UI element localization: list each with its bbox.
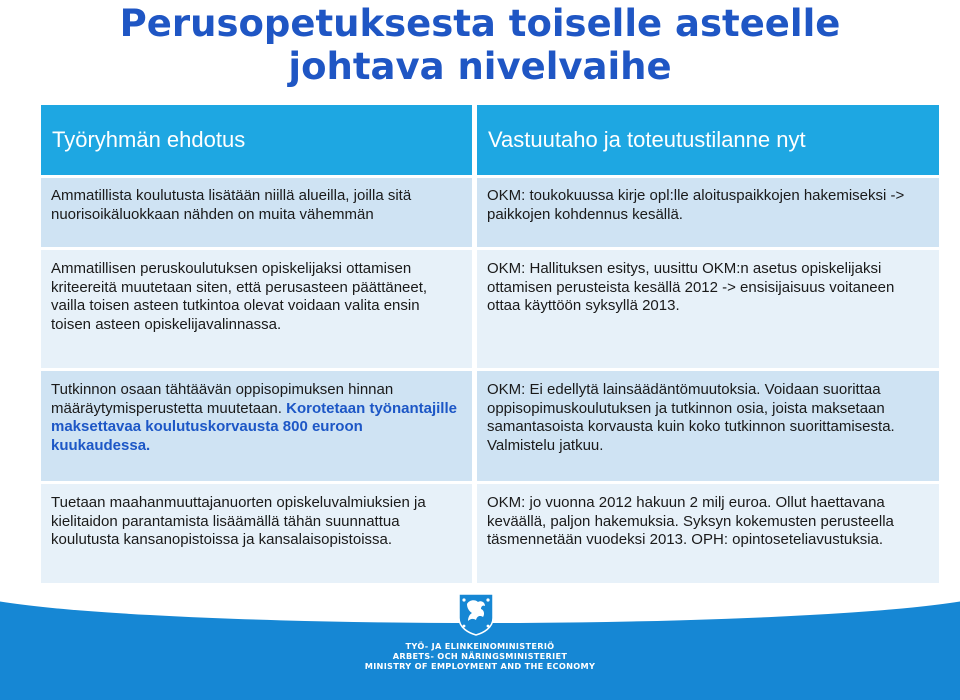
table-row (41, 247, 939, 368)
ministry-name-sv: ARBETS- OCH NÄRINGSMINISTERIET (392, 651, 568, 661)
proposal-cell: Ammatillista koulutusta lisätään niillä alueilla, joilla sitä nuorisoikäluokkaan nähden on muita vähemmän (41, 178, 472, 247)
table-row (41, 481, 939, 592)
status-cell: OKM: jo vuonna 2012 hakuun 2 milj euroa. Ollut haettavana keväällä, paljon hakemuksia. Syksyn kokemusten perusteella täsmennetään vuodeksi 2013. OPH: opintoseteliavustuksia. (477, 484, 939, 592)
table-row (41, 175, 939, 247)
header-proposal: Työryhmän ehdotus (41, 105, 472, 175)
header-status: Vastuutaho ja toteutustilanne nyt (477, 105, 939, 175)
table-header-row (41, 105, 939, 175)
proposal-highlight: Korotetaan työnantajille maksettavaa koulutuskorvausta 800 euroon kuukaudessa. (51, 399, 457, 454)
proposal-text: Tutkinnon osaan tähtäävän oppisopimuksen hinnan määräytymisperustetta muutetaan. (51, 381, 394, 417)
proposal-cell: Ammatillisen peruskoulutuksen opiskelijaksi ottamisen kriteereitä muutetaan siten, että perusasteen päättäneet, vailla toisen asteen tutkintoa olevat voidaan valita ensin toisen asteen opiskelijavalinnassa. (41, 250, 472, 368)
status-cell: OKM: Ei edellytä lainsäädäntömuutoksia. Voidaan suorittaa oppisopimuskoulutuksen ja tutkinnon osia, joista maksetaan samantasoista korvausta kuin koko tutkinnon suorittamisesta. Valmistelu jatkuu. (477, 371, 939, 481)
slide-title-line2: johtava nivelvaihe (288, 45, 672, 88)
table-row (41, 368, 939, 481)
proposal-table (41, 105, 939, 592)
ministry-name-en: MINISTRY OF EMPLOYMENT AND THE ECONOMY (364, 661, 596, 671)
proposal-cell (41, 371, 472, 481)
proposal-cell: Tuetaan maahanmuuttajanuorten opiskeluvalmiuksien ja kielitaidon parantamista lisäämällä tähän suunnattua koulutusta kansanopistoissa ja kansalaisopistoissa. (41, 484, 472, 592)
status-cell: OKM: Hallituksen esitys, uusittu OKM:n asetus opiskelijaksi ottamisen perusteista kesällä 2012 -> ensisijaisuus voitaneen ottaa käyttöön syksyllä 2013. (477, 250, 939, 368)
lion-crest-icon (455, 592, 497, 636)
status-cell: OKM: toukokuussa kirje opl:lle aloituspaikkojen hakemiseksi -> paikkojen kohdennus kesällä. (477, 178, 939, 247)
ministry-name-fi: TYÖ- JA ELINKEINOMINISTERIÖ (405, 641, 555, 651)
slide-title (0, 2, 960, 88)
slide-title-line1: Perusopetuksesta toiselle asteelle (119, 2, 841, 45)
